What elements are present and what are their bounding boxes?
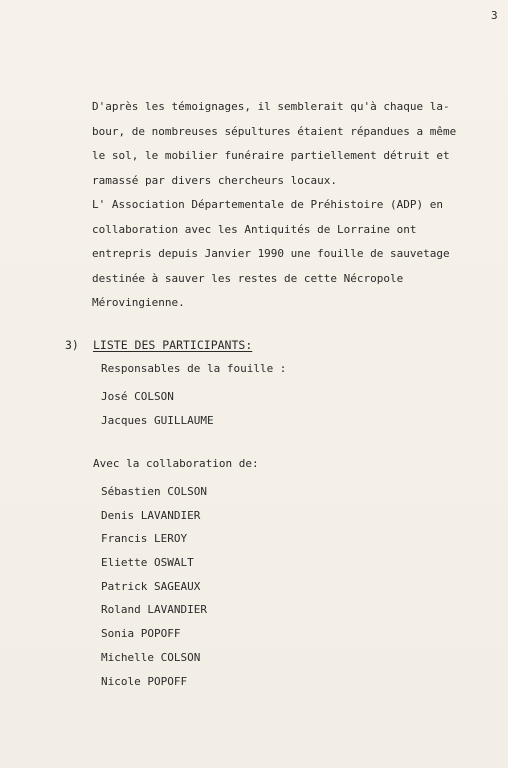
participant-name: Michelle COLSON [101, 650, 201, 664]
collaboration-list [101, 480, 207, 693]
participant-name: Sébastien COLSON [101, 485, 207, 498]
text-line: collaboration avec les Antiquités de Lorraine ont [92, 222, 417, 236]
text-line: L' Association Départementale de Préhistoire (ADP) en [92, 198, 443, 211]
responsables-heading: Responsables de la fouille : [101, 362, 287, 375]
participant-name: Eliette OSWALT [101, 556, 194, 570]
text-line: D'après les témoignages, il semblerait qu'à chaque la- [92, 100, 450, 113]
text-line: Mérovingienne. [92, 296, 185, 309]
text-line: bour, de nombreuses sépultures étaient répandues a même [92, 124, 457, 138]
paragraph-association [92, 193, 492, 316]
participant-name: Denis LAVANDIER [101, 508, 201, 522]
section-number: 3) [65, 338, 79, 352]
paragraph-testimonies [92, 95, 492, 193]
page-number: 3 [491, 9, 498, 22]
participant-name: Nicole POPOFF [101, 674, 188, 688]
collaboration-heading: Avec la collaboration de: [93, 457, 259, 470]
participant-name: Jacques GUILLAUME [101, 413, 214, 427]
text-line: destinée à sauver les restes de cette Nécropole [92, 271, 404, 285]
section-title: LISTE DES PARTICIPANTS: [93, 338, 253, 352]
participant-name: Patrick SAGEAUX [101, 579, 201, 593]
responsables-list [101, 385, 214, 432]
participant-name: Francis LEROY [101, 532, 188, 546]
participant-name: Sonia POPOFF [101, 627, 181, 641]
text-line: le sol, le mobilier funéraire partiellement détruit et [92, 149, 450, 162]
participant-name: José COLSON [101, 390, 174, 403]
text-line: ramassé par divers chercheurs locaux. [92, 173, 338, 187]
section-heading [65, 338, 252, 352]
participant-name: Roland LAVANDIER [101, 603, 207, 617]
text-line: entrepris depuis Janvier 1990 une fouille de sauvetage [92, 247, 450, 260]
